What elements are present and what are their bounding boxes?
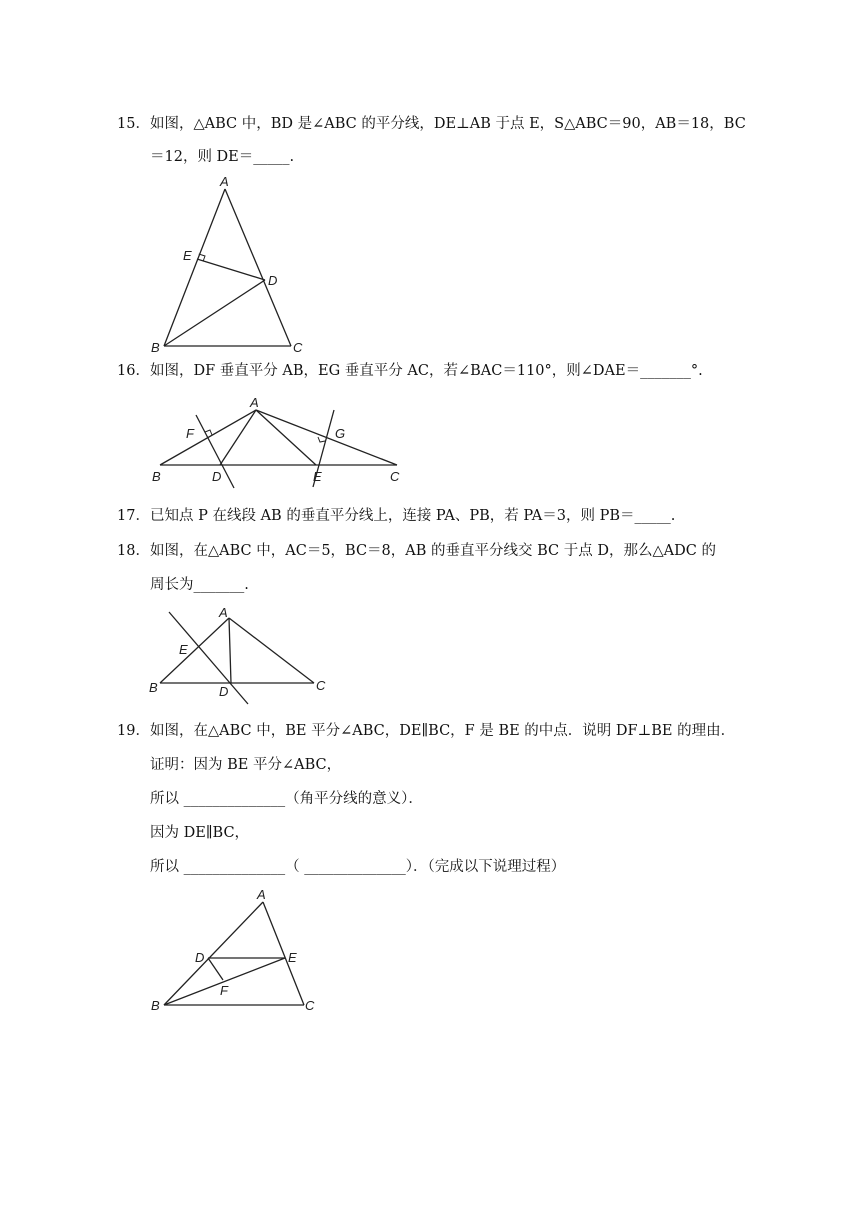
figure-16	[150, 393, 410, 490]
problem-text-line: ＝12，则 DE＝_____.	[150, 149, 295, 165]
label-d: D	[268, 273, 278, 288]
segment-df	[208, 958, 223, 980]
label-f: F	[220, 983, 228, 998]
problem-number: 18．	[117, 543, 150, 559]
proof-line: 因为 DE∥BC，	[150, 825, 250, 841]
label-c: C	[316, 678, 326, 693]
figure-18	[145, 600, 335, 708]
problem-text-line: 如图，△ABC 中，BD 是∠ABC 的平分线，DE⊥AB 于点 E，S△ABC＝90，AB＝18，BC	[150, 116, 746, 132]
figure-15	[150, 168, 310, 353]
label-c: C	[305, 998, 315, 1013]
proof-line: 所以 ______________（角平分线的意义）．	[150, 791, 423, 807]
segment-ab	[164, 189, 225, 346]
problem-text-line: 如图，DF 垂直平分 AB，EG 垂直平分 AC，若∠BAC＝110°，则∠DAE＝_______°.	[150, 363, 703, 379]
label-d: D	[212, 469, 222, 484]
label-a: A	[257, 887, 266, 902]
right-angle-mark-g	[318, 437, 325, 442]
label-e: E	[179, 642, 188, 657]
problem-text-line: 如图，在△ABC 中，AC＝5，BC＝8，AB 的垂直平分线交 BC 于点 D，那么△ADC 的	[150, 543, 716, 559]
problem-number: 16．	[117, 363, 150, 379]
label-c: C	[293, 340, 303, 355]
label-e: E	[183, 248, 192, 263]
problem-number: 15．	[117, 116, 150, 132]
problem-number: 17．	[117, 508, 150, 524]
segment-bd	[164, 280, 265, 346]
segment-ab	[164, 902, 263, 1005]
segment-ba	[160, 618, 229, 683]
label-b: B	[152, 469, 161, 484]
label-e: E	[288, 950, 297, 965]
label-c: C	[390, 469, 400, 484]
proof-line: 证明：因为 BE 平分∠ABC，	[150, 757, 342, 773]
segment-ac	[263, 902, 304, 1005]
problem-text-line: 周长为_______.	[150, 577, 249, 593]
label-a: A	[220, 174, 229, 189]
figure-19	[148, 884, 323, 1014]
segment-ad	[220, 410, 256, 465]
problem-text-line: 已知点 P 在线段 AB 的垂直平分线上，连接 PA、PB，若 PA＝3，则 PB＝_____.	[150, 508, 676, 524]
label-d: D	[195, 950, 205, 965]
label-f: F	[186, 426, 194, 441]
label-g: G	[335, 426, 346, 441]
label-b: B	[151, 998, 160, 1013]
segment-ac	[229, 618, 314, 683]
segment-de	[197, 259, 265, 280]
label-e: E	[313, 469, 322, 484]
label-a: A	[219, 605, 228, 620]
segment-ae	[256, 410, 316, 465]
label-b: B	[151, 340, 160, 355]
problem-text-line: 如图，在△ABC 中，BE 平分∠ABC，DE∥BC，F 是 BE 的中点．说明 DF⊥BE 的理由．	[150, 723, 736, 739]
label-a: A	[250, 395, 259, 410]
segment-ad	[229, 618, 231, 683]
label-d: D	[219, 684, 229, 699]
label-b: B	[149, 680, 158, 695]
proof-line: 所以 ______________（ ______________）．（完成以下说理过程）	[150, 859, 566, 875]
segment-ac	[225, 189, 291, 346]
problem-number: 19．	[117, 723, 150, 739]
perpendicular-bisector	[169, 612, 248, 704]
